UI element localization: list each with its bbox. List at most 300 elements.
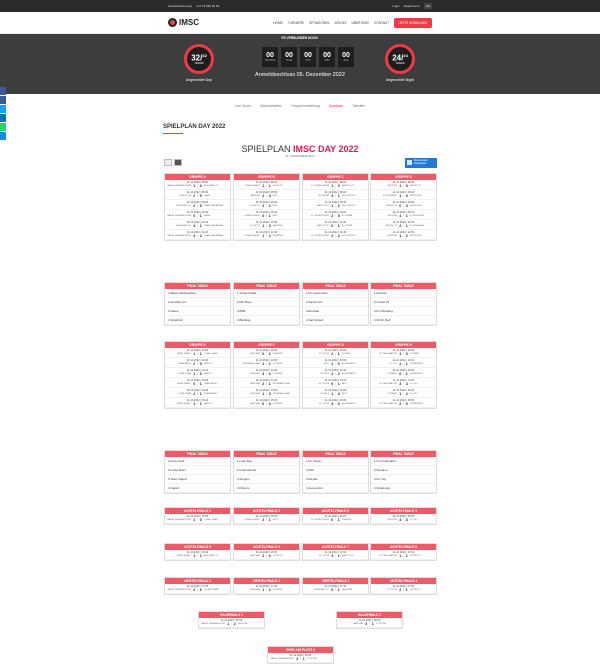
home-score: 3 xyxy=(399,382,402,386)
match-score-row xyxy=(234,352,299,356)
match-time: 11.12.2022 | 12:40 xyxy=(186,359,209,362)
home-team: FC PRELIMATION xyxy=(379,403,398,405)
match-score-row xyxy=(371,214,436,218)
knockout-card xyxy=(302,543,369,561)
away-team: SMITH DELI xyxy=(409,205,423,207)
home-score: 0 xyxy=(331,382,334,386)
score-separator: | xyxy=(335,353,336,355)
match-time: 11.12.2022 | 14:30 xyxy=(392,379,415,382)
match-row[interactable] xyxy=(303,180,368,190)
countdown-value: 00 xyxy=(304,52,312,59)
home-team: FC HORIZONTEN xyxy=(311,235,330,237)
tab-3[interactable]: Gruppeneinteilung xyxy=(291,104,320,108)
brand-name: IMSC xyxy=(179,18,199,27)
match-row[interactable] xyxy=(371,550,436,560)
match-row[interactable] xyxy=(234,378,299,388)
match-score-row xyxy=(165,234,230,238)
match-row[interactable] xyxy=(303,230,368,240)
twitter-icon[interactable] xyxy=(0,105,6,113)
home-team: LAKE BAY xyxy=(249,383,261,385)
away-team: TEAM RAPID xyxy=(203,393,218,395)
countdown-value: 00 xyxy=(266,52,274,59)
away-team: DROPSIE xyxy=(272,589,283,591)
score-separator: | xyxy=(335,383,336,385)
plan-title-prefix: SPIELPLAN xyxy=(241,144,291,154)
home-team: LAKE BAY xyxy=(249,555,261,557)
tab-5[interactable]: Tabellen xyxy=(352,104,366,108)
match-row[interactable] xyxy=(234,584,299,594)
score-separator: | xyxy=(335,205,336,207)
card-header: ACHTELFINALE 1 xyxy=(165,508,230,514)
match-time: 11.12.2022 | 16:30 xyxy=(392,515,415,518)
home-score: 0 xyxy=(331,588,334,592)
away-team: BWL xyxy=(272,195,278,197)
home-team: SINGERS xyxy=(250,589,261,591)
linkedin-icon[interactable] xyxy=(0,114,6,122)
match-time: 11.12.2022 | 11:20 xyxy=(186,231,209,234)
match-time: 11.12.2022 | 16:00 xyxy=(186,515,209,518)
match-row[interactable] xyxy=(371,190,436,200)
home-score: 1 xyxy=(331,204,334,208)
home-team: BASEL WEIHNACHTEN xyxy=(167,519,192,521)
match-row[interactable] xyxy=(371,358,436,368)
match-row[interactable] xyxy=(165,230,230,240)
match-row[interactable] xyxy=(303,368,368,378)
away-score: 1 xyxy=(268,362,271,366)
table-row: 4.Kickers xyxy=(234,484,299,493)
away-team: AUXILIARY FC xyxy=(203,555,219,557)
score-separator: | xyxy=(266,519,267,521)
group-card xyxy=(302,173,369,241)
away-score: 0 xyxy=(337,402,340,406)
away-score: 1 xyxy=(337,382,340,386)
match-row[interactable] xyxy=(165,378,230,388)
card-header: VIERTELFINALE 3 xyxy=(303,578,368,584)
match-time: 11.12.2022 | 18:20 xyxy=(358,619,381,622)
away-score: 1 xyxy=(405,372,408,376)
home-team: FC HORIZONTEN xyxy=(311,185,330,187)
match-row[interactable] xyxy=(303,584,368,594)
match-score-row xyxy=(303,372,368,376)
plan-title-event: IMSC DAY 2022 xyxy=(293,144,359,154)
match-row[interactable] xyxy=(303,220,368,230)
score-separator: | xyxy=(266,195,267,197)
away-team: TEAM CARIBBEAN xyxy=(203,205,224,207)
home-score: 2 xyxy=(262,518,265,522)
download-button[interactable]: Download Spielplan xyxy=(405,158,437,168)
countdown-box xyxy=(262,47,278,67)
home-team: FREIE KRAFT xyxy=(176,353,192,355)
away-team: INTERNATIONAL xyxy=(272,383,291,385)
away-score: 1 xyxy=(405,554,408,558)
match-time: 11.12.2022 | 11:10 xyxy=(392,221,415,224)
score-separator: | xyxy=(403,555,404,557)
table-row: 1.Dropsie xyxy=(371,289,436,298)
table-row: 3.BWL xyxy=(234,307,299,316)
match-row[interactable] xyxy=(303,550,368,560)
register-link[interactable]: Registrieren xyxy=(403,4,420,8)
home-team: DROPSIE xyxy=(387,215,398,217)
score-separator: | xyxy=(335,555,336,557)
match-row[interactable] xyxy=(165,200,230,210)
match-time: 11.12.2022 | 10:20 xyxy=(324,211,347,214)
match-time: 11.12.2022 | 18:40 xyxy=(289,654,312,657)
home-team: FC PRELIMATION xyxy=(379,353,398,355)
match-score-row xyxy=(371,204,436,208)
language-select[interactable]: EN xyxy=(425,4,430,8)
home-score: 1 xyxy=(262,588,265,592)
home-team: BASEL WEIHNACHTEN xyxy=(167,185,192,187)
score-separator: | xyxy=(231,623,232,625)
home-score: 0 xyxy=(399,204,402,208)
away-score: 1 xyxy=(199,224,202,228)
score-separator: | xyxy=(197,519,198,521)
home-score: 1 xyxy=(399,194,402,198)
away-score: 1 xyxy=(405,214,408,218)
match-row[interactable] xyxy=(234,200,299,210)
match-score-row xyxy=(303,184,368,188)
match-row[interactable] xyxy=(165,180,230,190)
match-row[interactable] xyxy=(371,210,436,220)
match-time: 11.12.2022 | 08:30 xyxy=(392,181,415,184)
nav-item-3[interactable]: SPONSOREN xyxy=(309,20,330,25)
match-row[interactable] xyxy=(165,550,230,560)
match-score-row xyxy=(234,518,299,522)
away-team: BWL xyxy=(272,215,278,217)
away-team: DG BOYS xyxy=(272,555,283,557)
match-row[interactable] xyxy=(234,190,299,200)
match-score-row xyxy=(234,362,299,366)
score-separator: | xyxy=(403,225,404,227)
match-time: 11.12.2022 | 17:00 xyxy=(324,551,347,554)
match-row[interactable] xyxy=(268,653,333,663)
match-row[interactable] xyxy=(303,378,368,388)
deadline-text: Anmeldeschluss 05. Dezember 2022 xyxy=(255,72,345,78)
table-row: 3.FC Joy xyxy=(371,475,436,484)
register-cta-button[interactable]: JETZT ANMELDEN xyxy=(394,18,432,28)
tab-1[interactable]: Live Score xyxy=(234,104,252,108)
away-team: FC WYDE xyxy=(306,658,317,660)
match-row[interactable] xyxy=(371,200,436,210)
match-time: 11.12.2022 | 13:20 xyxy=(186,369,209,372)
match-time: 11.12.2022 | 12:30 xyxy=(392,349,415,352)
away-score: 3 xyxy=(268,194,271,198)
match-row[interactable] xyxy=(234,514,299,524)
home-team: FREIE KRAFT xyxy=(176,383,192,385)
home-score: 2 xyxy=(262,204,265,208)
teams-night-total: 24 xyxy=(403,52,408,58)
match-score-row xyxy=(234,204,299,208)
knockout-card xyxy=(302,507,369,525)
away-team: SCHACH MATT xyxy=(203,589,220,591)
match-score-row xyxy=(234,588,299,592)
match-row[interactable] xyxy=(165,210,230,220)
match-time: 11.12.2022 | 14:20 xyxy=(324,379,347,382)
phone-link[interactable]: +41 79 649 56 82 xyxy=(195,4,220,8)
score-separator: | xyxy=(335,403,336,405)
match-time: 11.12.2022 | 08:10 xyxy=(255,181,278,184)
match-score-row xyxy=(303,392,368,396)
score-separator: | xyxy=(403,393,404,395)
match-time: 11.12.2022 | 12:20 xyxy=(324,349,347,352)
match-row[interactable] xyxy=(165,388,230,398)
match-row[interactable] xyxy=(234,368,299,378)
nav-item-1[interactable]: HOME xyxy=(273,20,283,25)
facebook-icon[interactable] xyxy=(0,87,6,95)
match-score-row xyxy=(303,382,368,386)
match-row[interactable] xyxy=(165,358,230,368)
match-row[interactable] xyxy=(303,358,368,368)
table-row: 3.Royals xyxy=(303,475,368,484)
away-score: 2 xyxy=(199,554,202,558)
nav-item-6[interactable]: KONTAKT xyxy=(374,20,390,25)
card-header: ACHTELFINALE 6 xyxy=(234,544,299,550)
tab-2[interactable]: Mannschaften xyxy=(260,104,283,108)
match-time: 11.12.2022 | 13:10 xyxy=(392,359,415,362)
away-team: TEAM CARIBBEAN xyxy=(203,235,224,237)
match-row[interactable] xyxy=(303,398,368,408)
home-score: 2 xyxy=(331,372,334,376)
away-score: 0 xyxy=(405,184,408,188)
match-row[interactable] xyxy=(234,210,299,220)
match-row[interactable] xyxy=(371,584,436,594)
home-score: 1 xyxy=(331,362,334,366)
home-score: 2 xyxy=(399,402,402,406)
match-row[interactable] xyxy=(371,388,436,398)
match-row[interactable] xyxy=(165,220,230,230)
card-header: VIERTELFINALE 1 xyxy=(165,578,230,584)
match-score-row xyxy=(371,518,436,522)
away-score: 0 xyxy=(199,588,202,592)
nav-item-5[interactable]: ÜBER IMSC xyxy=(351,20,370,25)
tab-4[interactable]: Spielplan xyxy=(328,104,344,108)
teams-night-counter: 24/$^{24}$ TEAMS xyxy=(385,44,415,74)
score-separator: | xyxy=(197,353,198,355)
group-card xyxy=(233,173,300,241)
match-row[interactable] xyxy=(371,348,436,358)
match-time: 11.12.2022 | 10:40 xyxy=(186,221,209,224)
away-team: BANKING xyxy=(272,235,283,237)
away-team: LOKAL TEAM xyxy=(203,353,218,355)
score-separator: | xyxy=(197,185,198,187)
match-time: 11.12.2022 | 11:40 xyxy=(324,231,347,234)
away-team: UNITED 22 xyxy=(409,589,421,591)
countdown-value: 00 xyxy=(323,52,331,59)
match-row[interactable] xyxy=(303,348,368,358)
away-team: FC MUSTANG xyxy=(409,215,425,217)
match-row[interactable] xyxy=(234,550,299,560)
semifinal-card xyxy=(336,611,403,629)
home-team: SINGERS xyxy=(250,393,261,395)
match-row[interactable] xyxy=(165,514,230,524)
match-row[interactable] xyxy=(303,190,368,200)
countdown-unit: SEK xyxy=(343,59,349,62)
match-row[interactable] xyxy=(303,388,368,398)
away-team: KICKERS xyxy=(272,373,283,375)
away-score: 2 xyxy=(268,352,271,356)
match-row[interactable] xyxy=(165,398,230,408)
table-row: 4.Aussenrist xyxy=(303,484,368,493)
card-header: GRUPPE F xyxy=(234,342,299,348)
match-row[interactable] xyxy=(371,230,436,240)
teams-label: TEAMS xyxy=(194,62,204,66)
list-view-icon[interactable] xyxy=(164,159,172,166)
match-score-row xyxy=(371,382,436,386)
away-team: DG BOYS xyxy=(272,185,283,187)
card-header: GRUPPE G xyxy=(303,342,368,348)
home-score: 0 xyxy=(262,402,265,406)
score-separator: | xyxy=(266,185,267,187)
home-team: FC WYDE xyxy=(387,589,398,591)
home-team: FC WYDE xyxy=(319,403,330,405)
match-row[interactable] xyxy=(371,220,436,230)
brand-logo[interactable] xyxy=(168,18,199,27)
away-team: TEAM RAPID xyxy=(203,383,218,385)
card-header: GRUPPE A xyxy=(165,174,230,180)
score-separator: | xyxy=(335,215,336,217)
table-row: 1.Schach Matt xyxy=(234,289,299,298)
match-time: 11.12.2022 | 14:50 xyxy=(255,389,278,392)
match-score-row xyxy=(303,204,368,208)
match-row[interactable] xyxy=(371,378,436,388)
card-header: ACHTELFINALE 5 xyxy=(165,544,230,550)
away-team: MIXT xyxy=(341,393,348,395)
away-score: 3 xyxy=(405,382,408,386)
group-card xyxy=(164,173,231,241)
card-header: FINAL TABLE xyxy=(303,451,368,457)
away-score: 1 xyxy=(199,352,202,356)
match-score-row xyxy=(165,184,230,188)
table-row: 1.Basel Weihnachten xyxy=(165,289,230,298)
teams-day-count: 32 xyxy=(191,53,201,63)
match-score-row xyxy=(234,234,299,238)
match-row[interactable] xyxy=(165,368,230,378)
away-team: NAPOLI xyxy=(203,373,212,375)
grid-view-icon[interactable] xyxy=(174,159,182,166)
match-time: 11.12.2022 | 09:40 xyxy=(324,201,347,204)
match-row[interactable] xyxy=(371,180,436,190)
match-score-row xyxy=(303,518,368,522)
match-time: 11.12.2022 | 09:50 xyxy=(392,201,415,204)
match-time: 11.12.2022 | 18:10 xyxy=(220,619,243,622)
ball-icon xyxy=(168,18,177,27)
whatsapp-icon[interactable] xyxy=(0,123,6,131)
match-time: 11.12.2022 | 15:20 xyxy=(186,399,209,402)
match-row[interactable] xyxy=(234,388,299,398)
away-score: 1 xyxy=(337,224,340,228)
score-separator: | xyxy=(335,519,336,521)
score-separator: | xyxy=(266,383,267,385)
login-link[interactable]: Login xyxy=(392,4,400,8)
nav-item-2[interactable]: TURNIERE xyxy=(287,20,305,25)
away-score: 0 xyxy=(199,518,202,522)
score-separator: | xyxy=(266,225,267,227)
away-score: 2 xyxy=(268,234,271,238)
nav-item-4[interactable]: ARCHIV xyxy=(334,20,347,25)
away-team: SINGERS xyxy=(341,519,352,521)
match-time: 11.12.2022 | 15:30 xyxy=(255,399,278,402)
countdown-value: 00 xyxy=(285,52,293,59)
match-row[interactable] xyxy=(234,398,299,408)
home-score: 2 xyxy=(193,204,196,208)
score-separator: | xyxy=(403,383,404,385)
table-row: 4.Stravinsky xyxy=(371,484,436,493)
home-score: 2 xyxy=(331,214,334,218)
score-separator: | xyxy=(335,393,336,395)
match-score-row xyxy=(165,554,230,558)
group-card xyxy=(164,341,231,409)
countdown-value: 00 xyxy=(342,52,350,59)
match-row[interactable] xyxy=(234,220,299,230)
table-row: 2.DG Boys xyxy=(234,298,299,307)
home-score: 2 xyxy=(399,588,402,592)
away-score: 1 xyxy=(302,657,305,661)
match-row[interactable] xyxy=(234,230,299,240)
match-time: 11.12.2022 | 09:00 xyxy=(324,191,347,194)
share-icon[interactable] xyxy=(0,132,6,140)
match-time: 11.12.2022 | 09:10 xyxy=(392,191,415,194)
match-score-row xyxy=(165,352,230,356)
away-team: STRAVINSKY xyxy=(409,363,424,365)
score-separator: | xyxy=(266,555,267,557)
facebook-icon[interactable] xyxy=(0,96,6,104)
match-row[interactable] xyxy=(165,348,230,358)
home-score: 1 xyxy=(399,352,402,356)
home-score: 2 xyxy=(193,194,196,198)
card-header: GRUPPE D xyxy=(371,174,436,180)
home-score: 1 xyxy=(399,184,402,188)
match-score-row xyxy=(371,194,436,198)
match-row[interactable] xyxy=(199,618,264,628)
match-row[interactable] xyxy=(337,618,402,628)
away-team: SALI UNITED xyxy=(341,235,356,237)
match-row[interactable] xyxy=(371,368,436,378)
home-team: BANKING xyxy=(250,195,261,197)
match-row[interactable] xyxy=(371,514,436,524)
away-score: 0 xyxy=(337,362,340,366)
away-score: 0 xyxy=(337,214,340,218)
away-score: 2 xyxy=(268,204,271,208)
match-row[interactable] xyxy=(234,180,299,190)
away-score: 0 xyxy=(268,372,271,376)
home-score: 1 xyxy=(193,352,196,356)
match-row[interactable] xyxy=(303,200,368,210)
match-row[interactable] xyxy=(234,348,299,358)
home-team: AUXILIARY FC xyxy=(176,205,192,207)
match-row[interactable] xyxy=(165,190,230,200)
table-row: 4.Spielclub xyxy=(165,316,230,325)
away-score: 1 xyxy=(337,352,340,356)
match-score-row xyxy=(165,214,230,218)
match-row[interactable] xyxy=(165,584,230,594)
home-score: 1 xyxy=(193,372,196,376)
home-team: LOKAL TEAM xyxy=(177,373,192,375)
score-separator: | xyxy=(266,353,267,355)
match-time: 11.12.2022 | 14:40 xyxy=(186,389,209,392)
card-header: FINAL TABLE xyxy=(371,283,436,289)
match-row[interactable] xyxy=(371,398,436,408)
away-team: BWL xyxy=(272,205,278,207)
match-time: 11.12.2022 | 13:50 xyxy=(392,369,415,372)
table-row: 3.FC Mustang xyxy=(371,307,436,316)
match-row[interactable] xyxy=(303,514,368,524)
home-score: 1 xyxy=(193,402,196,406)
home-score: 0 xyxy=(262,352,265,356)
match-row[interactable] xyxy=(234,358,299,368)
home-score: 1 xyxy=(193,554,196,558)
match-row[interactable] xyxy=(303,210,368,220)
table-row: 2.United 22 xyxy=(371,298,436,307)
